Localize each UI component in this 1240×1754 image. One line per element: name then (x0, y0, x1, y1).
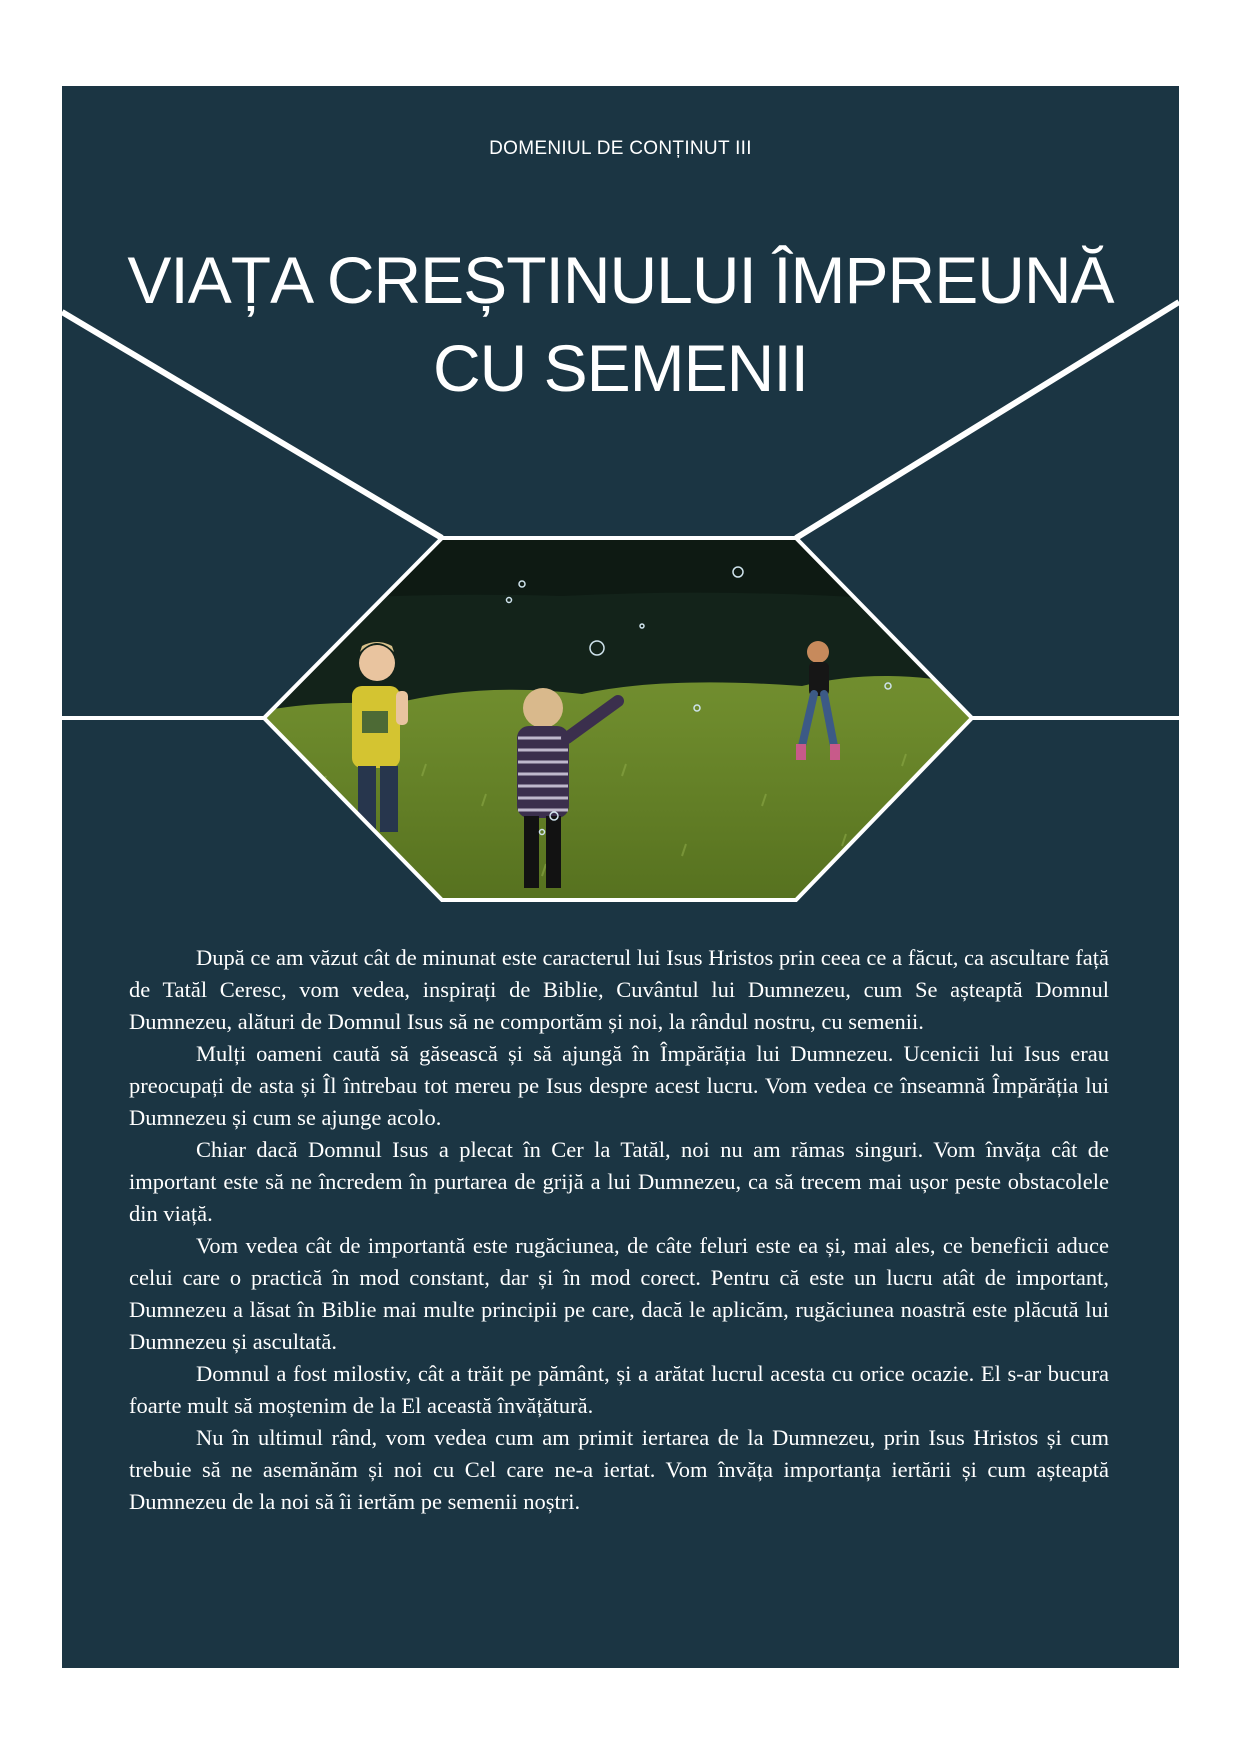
content-domain-label: DOMENIUL DE CONȚINUT III (489, 138, 752, 159)
content-panel (62, 86, 1179, 1668)
page-title (92, 236, 1149, 412)
children-playing-photo (262, 536, 974, 902)
title-line-2: CU SEMENII (432, 331, 809, 405)
paragraph: După ce am văzut cât de minunat este caracterul lui Isus Hristos prin ceea ce a făcut, ca ascultare față de Tatăl Ceresc, vom vedea, inspirați de Biblie, Cuvântul lui Dumnezeu, cum Se așteaptă Domnul Dumnezeu, alături de Domnul Isus să ne comportăm și noi, la rândul nostru, cu semenii. (129, 945, 1109, 1034)
paragraph: Vom vedea cât de importantă este rugăciunea, de câte feluri este ea și, mai ales, ce beneficii aduce celui care o practică în mod constant, dar și în mod corect. Pentru că este un lucru atât de important, Dumnezeu a lăsat în Biblie mai multe principii pe care, dacă le aplicăm, rugăciunea noastră este plăcută lui Dumnezeu și ascultată. (129, 1233, 1109, 1354)
paragraph: Nu în ultimul rând, vom vedea cum am primit iertarea de la Dumnezeu, prin Isus Hristos și cum trebuie să ne asemănăm și noi cu Cel care ne-a iertat. Vom învăța importanța iertării și cum așteaptă Dumnezeu de la noi să îi iertăm pe semenii noștri. (129, 1425, 1109, 1514)
title-line-1: VIAȚA CREȘTINULUI ÎMPREUNĂ (127, 243, 1114, 317)
paragraph: Mulți oameni caută să găsească și să ajungă în Împărăția lui Dumnezeu. Ucenicii lui Isus erau preocupați de asta și Îl întrebau tot mereu pe Isus despre acest lucru. Vom vedea ce înseamnă Împărăția lui Dumnezeu și cum se ajunge acolo. (129, 1041, 1109, 1130)
intro-text (129, 942, 1109, 1518)
paragraph: Domnul a fost milostiv, cât a trăit pe pământ, și a arătat lucrul acesta cu orice ocazie. El s-ar bucura foarte mult să moștenim de la El această învățătură. (129, 1361, 1109, 1418)
paragraph: Chiar dacă Domnul Isus a plecat în Cer la Tatăl, noi nu am rămas singuri. Vom învăța cât de important este să ne încredem în purtarea de grijă a lui Dumnezeu, ca să trecem mai ușor peste obstacolele din viață. (129, 1137, 1109, 1226)
